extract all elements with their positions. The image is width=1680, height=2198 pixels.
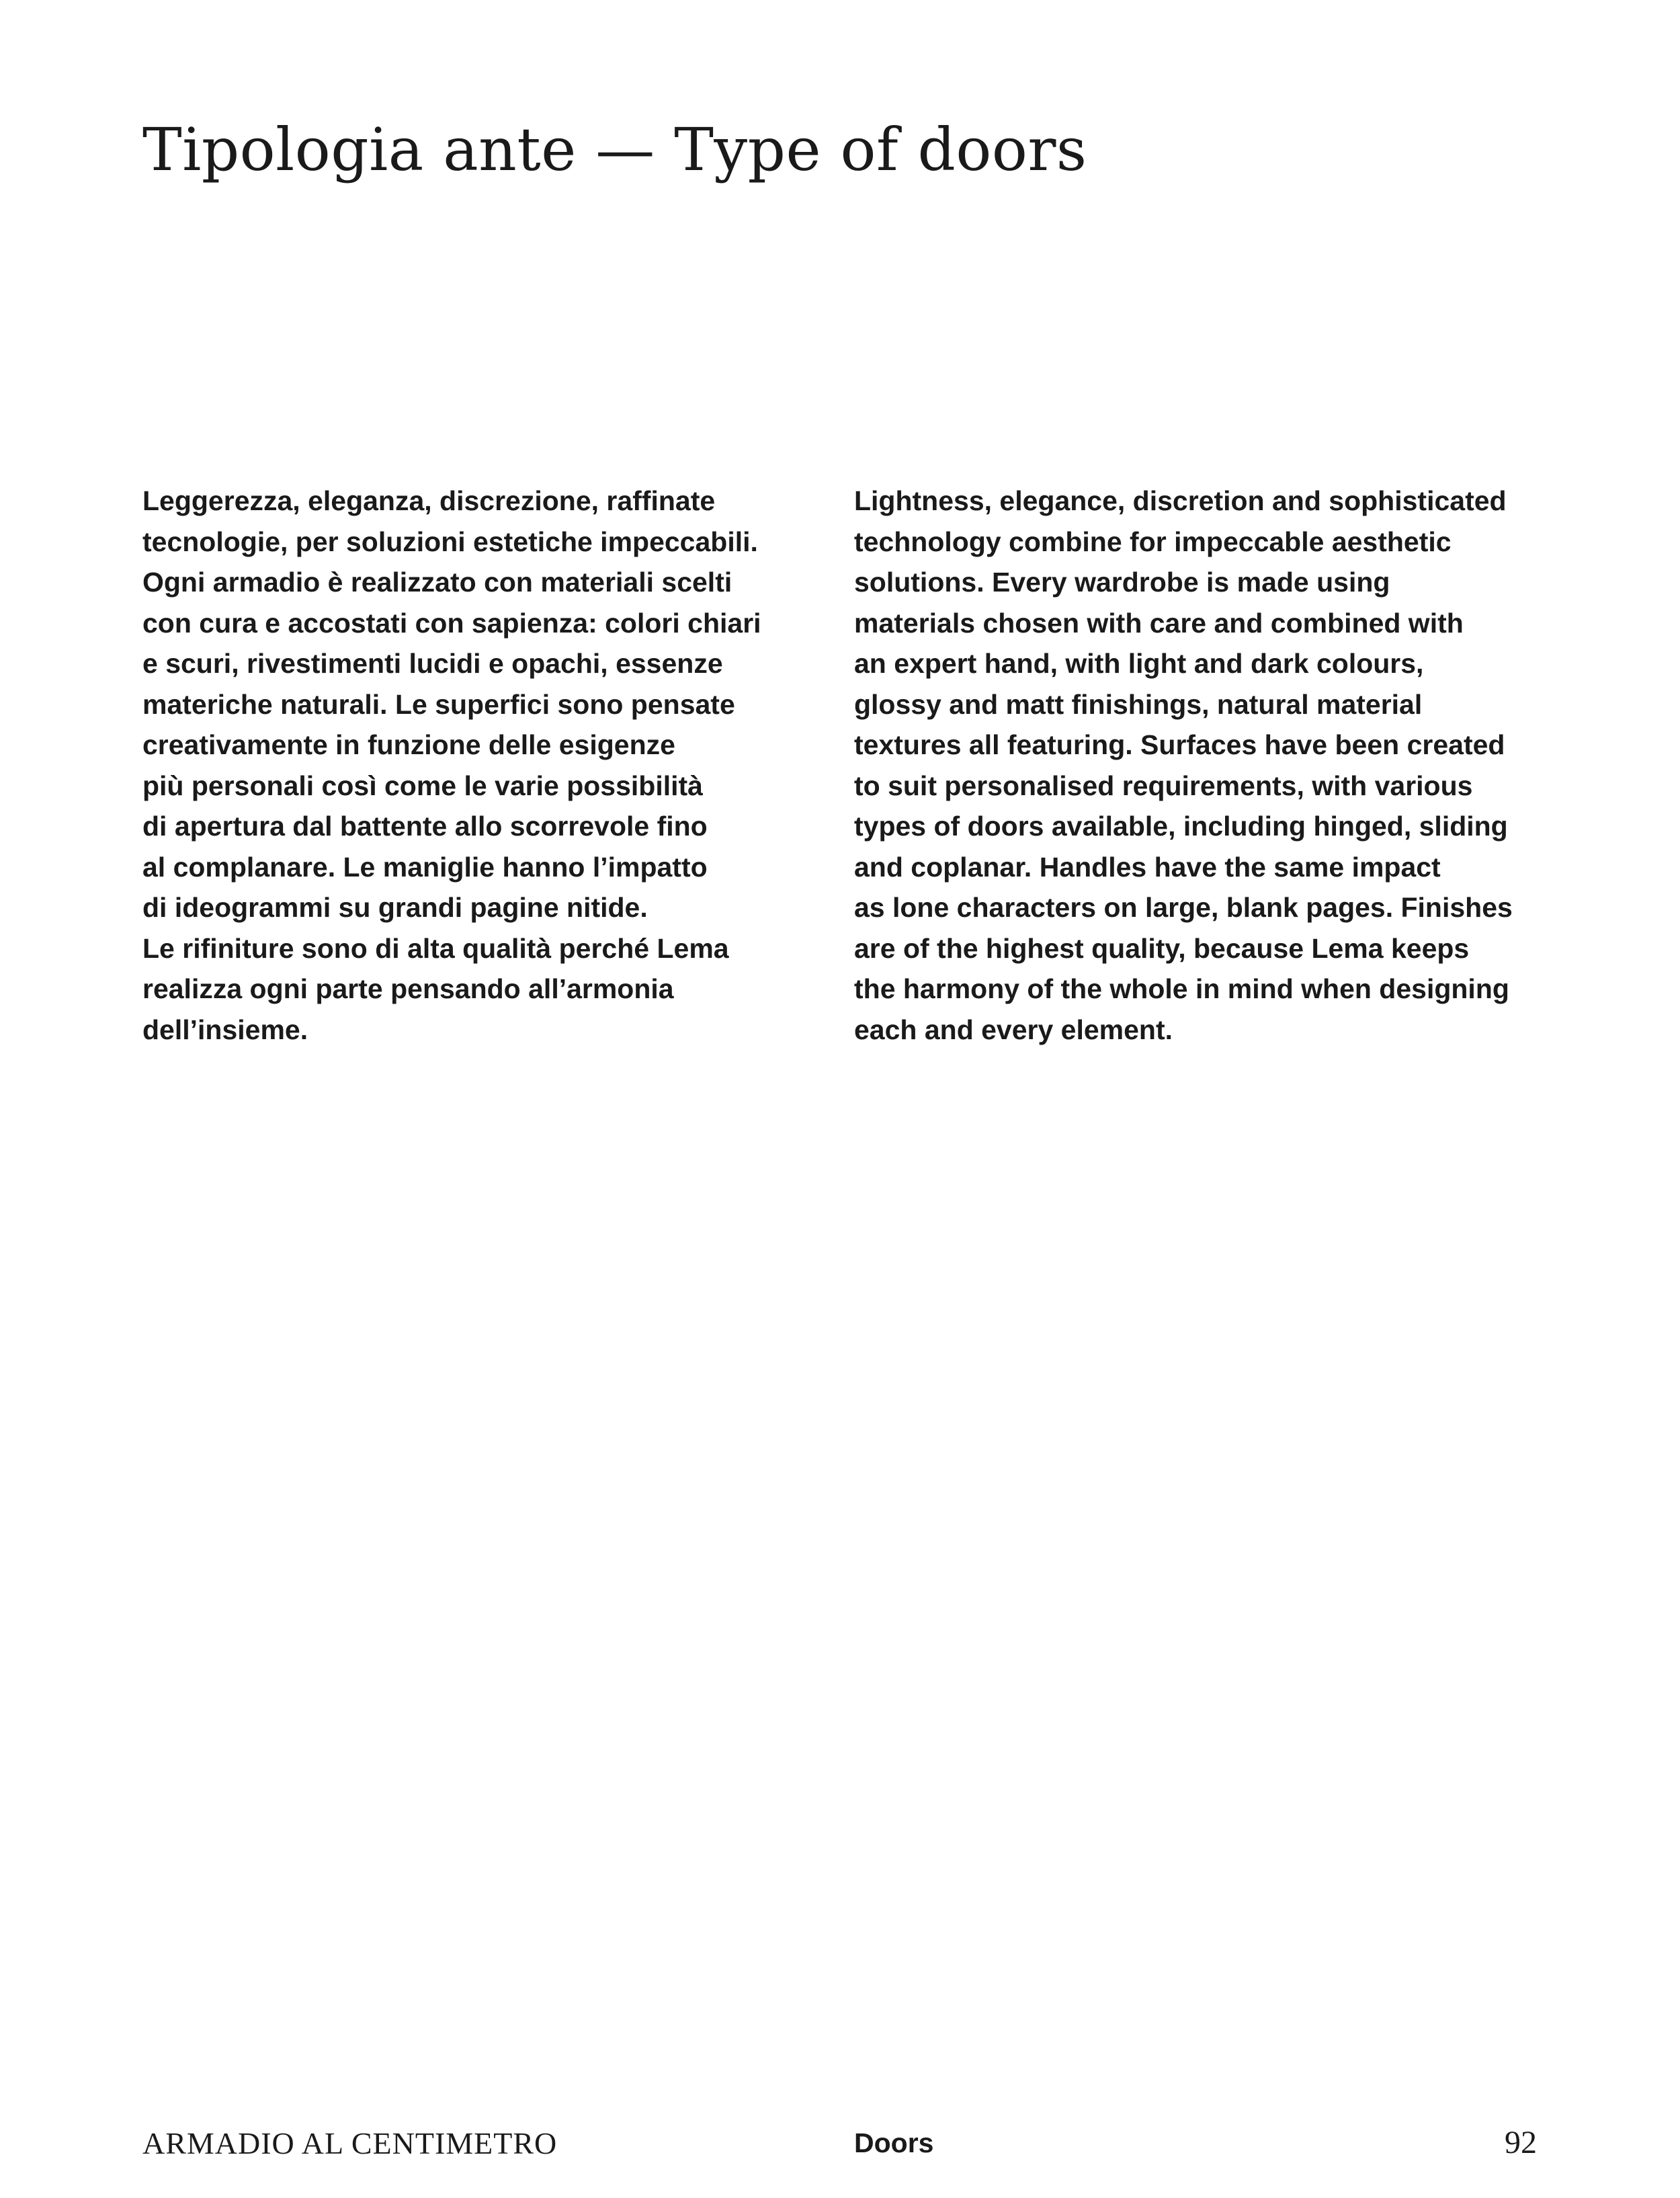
- body-text-italian: [142, 481, 814, 1050]
- page-number: 92: [1505, 2125, 1537, 2160]
- page-title: Tipologia ante — Type of doors: [142, 115, 1087, 184]
- text-line: and coplanar. Handles have the same impact: [854, 851, 1441, 883]
- body-text-english: [854, 481, 1553, 1050]
- text-line: the harmony of the whole in mind when designing: [854, 973, 1509, 1004]
- text-line: dell’insieme.: [142, 1014, 308, 1045]
- text-line: di ideogrammi su grandi pagine nitide.: [142, 892, 648, 923]
- text-line: Le rifiniture sono di alta qualità perché Lema: [142, 932, 729, 964]
- text-line: con cura e accostati con sapienza: colori chiari: [142, 607, 761, 639]
- text-line: types of doors available, including hinged, sliding: [854, 811, 1508, 842]
- text-line: to suit personalised requirements, with various: [854, 770, 1473, 801]
- text-line: realizza ogni parte pensando all’armonia: [142, 973, 674, 1004]
- text-line: glossy and matt finishings, natural material: [854, 688, 1423, 720]
- text-line: e scuri, rivestimenti lucidi e opachi, essenze: [142, 648, 723, 679]
- text-line: più personali così come le varie possibilità: [142, 770, 703, 801]
- text-line: creativamente in funzione delle esigenze: [142, 729, 675, 760]
- text-line: as lone characters on large, blank pages. Finishes: [854, 892, 1513, 923]
- text-line: are of the highest quality, because Lema keeps: [854, 932, 1470, 964]
- text-line: al complanare. Le maniglie hanno l’impatto: [142, 851, 708, 883]
- text-line: technology combine for impeccable aesthetic: [854, 526, 1452, 557]
- text-line: textures all featuring. Surfaces have been created: [854, 729, 1505, 760]
- text-line: Lightness, elegance, discretion and sophisticated: [854, 485, 1507, 516]
- text-line: tecnologie, per soluzioni estetiche impeccabili.: [142, 526, 758, 557]
- footer-chapter-label: Doors: [854, 2127, 934, 2158]
- text-line: di apertura dal battente allo scorrevole fino: [142, 811, 708, 842]
- text-line: an expert hand, with light and dark colours,: [854, 648, 1424, 679]
- text-line: materiche naturali. Le superfici sono pensate: [142, 688, 735, 720]
- text-line: Ogni armadio è realizzato con materiali scelti: [142, 567, 732, 598]
- text-line: each and every element.: [854, 1014, 1173, 1045]
- text-line: solutions. Every wardrobe is made using: [854, 567, 1390, 598]
- text-line: materials chosen with care and combined with: [854, 607, 1464, 639]
- text-line: Leggerezza, eleganza, discrezione, raffinate: [142, 485, 716, 516]
- footer-section-title: ARMADIO AL CENTIMETRO: [142, 2126, 558, 2160]
